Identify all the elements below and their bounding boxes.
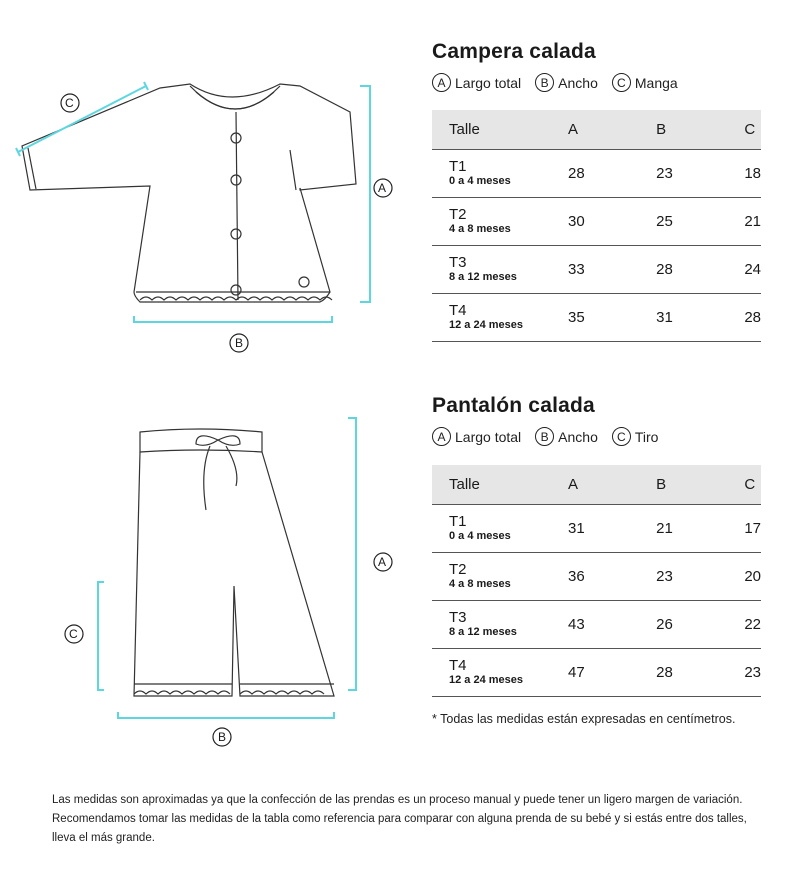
jacket-title: Campera calada: [432, 40, 596, 63]
value-c: 24: [727, 246, 761, 294]
pants-title: Pantalón calada: [432, 394, 595, 417]
jacket-dim-c-label: C: [65, 96, 74, 110]
value-b: 28: [639, 649, 727, 697]
size-cell: T3 8 a 12 meses: [432, 246, 551, 294]
pants-dim-b-label: B: [218, 730, 227, 744]
size-cell: T1 0 a 4 meses: [432, 150, 551, 198]
col-c: C: [727, 465, 761, 505]
legend-item-b: [535, 427, 598, 446]
value-c: 20: [727, 553, 761, 601]
button-icon: [231, 175, 241, 185]
value-c: 17: [727, 505, 761, 553]
jacket-dim-b-label: B: [235, 336, 244, 350]
size-cell: T2 4 a 8 meses: [432, 553, 551, 601]
legend-label: Ancho: [558, 74, 598, 91]
drawstring: [204, 446, 237, 510]
letter-c-icon: C: [612, 427, 631, 446]
button-icon: [231, 229, 241, 239]
jacket-dim-b: [134, 316, 332, 322]
legend-item-c: [612, 73, 678, 92]
legend-label: Manga: [634, 74, 678, 91]
legend-item-b: [535, 73, 598, 92]
value-b: 31: [639, 294, 727, 342]
table-row: [432, 294, 761, 342]
value-b: 28: [639, 246, 727, 294]
jacket-dim-a: [360, 86, 370, 302]
value-a: 36: [551, 553, 639, 601]
pants-dim-a-label: A: [378, 555, 387, 569]
table-header-row: [432, 465, 761, 505]
jacket-dim-a-label: A: [378, 181, 387, 195]
letter-b-icon: B: [535, 427, 554, 446]
col-talle: Talle: [432, 110, 551, 150]
legend-label: Tiro: [634, 428, 659, 445]
pants-scallop-hem: [134, 691, 324, 694]
legend-item-a: [432, 427, 521, 446]
pants-dim-c-label: C: [69, 627, 78, 641]
units-note: * Todas las medidas están expresadas en centímetros.: [432, 712, 736, 726]
pants-dim-a: [348, 418, 356, 690]
size-cell: T4 12 a 24 meses: [432, 649, 551, 697]
letter-a-icon: A: [432, 73, 451, 92]
letter-a-icon: A: [432, 427, 451, 446]
value-c: 18: [727, 150, 761, 198]
value-a: 30: [551, 198, 639, 246]
value-a: 35: [551, 294, 639, 342]
col-a: A: [551, 110, 639, 150]
pants-diagram: [0, 410, 400, 750]
value-a: 28: [551, 150, 639, 198]
value-b: 25: [639, 198, 727, 246]
col-b: B: [639, 110, 727, 150]
jacket-diagram: [0, 70, 400, 360]
size-cell: T1 0 a 4 meses: [432, 505, 551, 553]
pants-dim-b: [118, 712, 334, 718]
col-talle: Talle: [432, 465, 551, 505]
jacket-size-table: [432, 110, 761, 342]
value-a: 31: [551, 505, 639, 553]
legend-label: Ancho: [558, 428, 598, 445]
table-row: [432, 649, 761, 697]
table-row: [432, 246, 761, 294]
size-cell: T2 4 a 8 meses: [432, 198, 551, 246]
value-b: 23: [639, 553, 727, 601]
button-icon: [299, 277, 309, 287]
pants-dim-c: [98, 582, 104, 690]
footer-disclaimer: Las medidas son aproximadas ya que la confección de las prendas es un proceso manual y puede tener un ligero margen de variación. Recomendamos tomar las medidas de la tabla como referencia para comparar con alguna prenda de su bebé y si estás entre dos talles, lleva el más grande.: [52, 794, 747, 844]
value-a: 33: [551, 246, 639, 294]
col-b: B: [639, 465, 727, 505]
letter-c-icon: C: [612, 73, 631, 92]
legend-label: Largo total: [455, 428, 522, 445]
table-row: [432, 505, 761, 553]
table-row: [432, 553, 761, 601]
legend-label: Largo total: [455, 74, 522, 91]
value-c: 22: [727, 601, 761, 649]
table-row: [432, 150, 761, 198]
value-b: 26: [639, 601, 727, 649]
legend-item-c: [612, 427, 659, 446]
value-c: 23: [727, 649, 761, 697]
value-a: 43: [551, 601, 639, 649]
jacket-scallop-hem: [140, 297, 332, 300]
button-icon: [231, 285, 241, 295]
jacket-dim-c: [18, 86, 146, 152]
col-c: C: [727, 110, 761, 150]
table-header-row: [432, 110, 761, 150]
value-c: 28: [727, 294, 761, 342]
legend-item-a: [432, 73, 521, 92]
pants-waistband: [140, 429, 262, 452]
col-a: A: [551, 465, 639, 505]
value-c: 21: [727, 198, 761, 246]
pants-outline: [134, 452, 334, 696]
value-a: 47: [551, 649, 639, 697]
letter-b-icon: B: [535, 73, 554, 92]
jacket-legend: [432, 73, 692, 92]
jacket-placket: [236, 112, 238, 300]
pants-size-table: [432, 465, 761, 697]
table-row: [432, 601, 761, 649]
pants-legend: [432, 427, 672, 446]
value-b: 21: [639, 505, 727, 553]
value-b: 23: [639, 150, 727, 198]
table-row: [432, 198, 761, 246]
size-cell: T4 12 a 24 meses: [432, 294, 551, 342]
jacket-outline: [22, 84, 356, 302]
size-cell: T3 8 a 12 meses: [432, 601, 551, 649]
